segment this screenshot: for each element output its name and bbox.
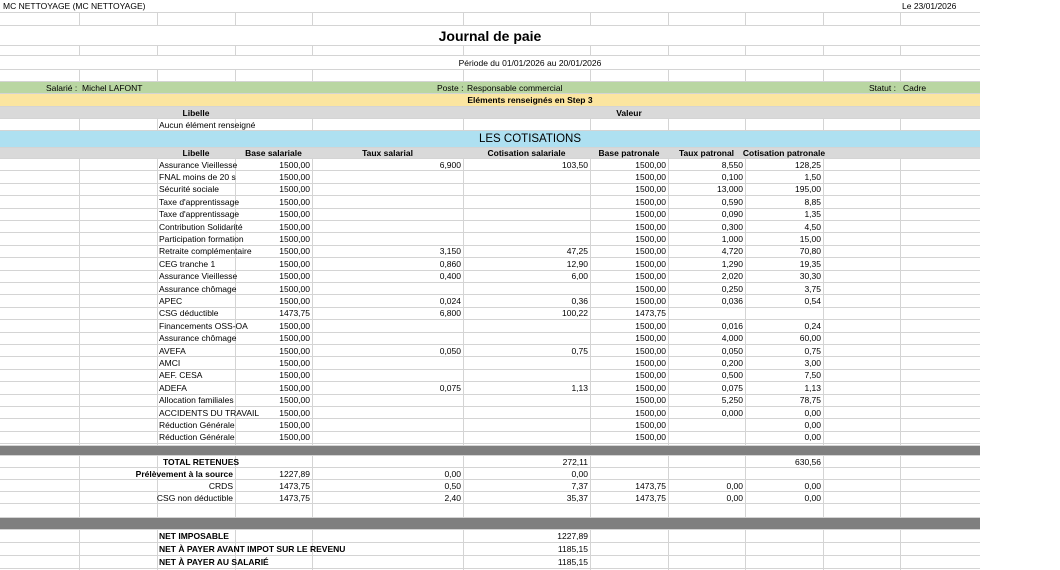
- row-taux-salarial: [312, 333, 463, 344]
- row-base-patronale: 1500,00: [635, 333, 666, 344]
- row-cotisation-patronale: 0,00: [804, 432, 821, 443]
- row-base-salariale: 1500,00: [279, 184, 310, 195]
- row-libelle: Sécurité sociale: [159, 184, 220, 195]
- row-taux-salarial: [312, 370, 463, 381]
- row-taux-salarial: [312, 196, 463, 207]
- cotisations-band: [0, 131, 980, 148]
- net-imposable-row: [0, 530, 980, 543]
- row-base-patronale: 1500,00: [635, 196, 666, 207]
- step3-col-libelle: Libelle: [182, 107, 210, 118]
- period-text: Période du 01/01/2026 au 20/01/2026: [458, 57, 602, 68]
- row-cotisation-patronale: [745, 308, 823, 319]
- row-cotisation-salariale: [463, 395, 590, 406]
- row-libelle: AEF. CESA: [159, 370, 203, 381]
- row-base-patronale: 1500,00: [635, 221, 666, 232]
- row-cotisation-patronale: 128,25: [795, 159, 821, 170]
- table-row: [0, 357, 980, 369]
- row-taux-salarial: 0,050: [439, 345, 461, 356]
- row-libelle: CEG tranche 1: [159, 258, 216, 269]
- row-base-salariale: 1500,00: [279, 172, 310, 183]
- csg-nd-cot-sal: 35,37: [566, 492, 588, 503]
- row-taux-patronal: 0,590: [721, 196, 743, 207]
- row-base-salariale: 1500,00: [279, 320, 310, 331]
- row-base-salariale: 1500,00: [279, 395, 310, 406]
- row-cotisation-patronale: 4,50: [804, 221, 821, 232]
- table-row: [0, 233, 980, 245]
- table-row: [0, 407, 980, 419]
- row-taux-salarial: [312, 221, 463, 232]
- row-base-salariale: 1500,00: [279, 196, 310, 207]
- row-libelle: FNAL moins de 20 s: [159, 172, 236, 183]
- spacer-row: [0, 504, 980, 518]
- row-cotisation-patronale: 195,00: [795, 184, 821, 195]
- col-base-patronale: Base patronale: [598, 148, 660, 158]
- col-taux-salarial: Taux salarial: [362, 148, 413, 158]
- row-taux-patronal: 0,300: [721, 221, 743, 232]
- table-row: [0, 295, 980, 307]
- crds-cot-sal: 7,37: [571, 480, 588, 491]
- row-base-patronale: 1500,00: [635, 395, 666, 406]
- row-cotisation-salariale: 103,50: [562, 159, 588, 170]
- row-cotisation-salariale: 0,36: [571, 296, 588, 307]
- row-cotisation-salariale: [463, 333, 590, 344]
- row-base-patronale: 1500,00: [635, 184, 666, 195]
- row-cotisation-patronale: 70,80: [799, 246, 821, 257]
- row-base-patronale: 1500,00: [635, 382, 666, 393]
- net-avant-impot-value: 1185,15: [557, 544, 588, 554]
- row-taux-patronal: 0,000: [721, 407, 743, 418]
- cotisations-header: [0, 148, 980, 159]
- crds-base-pat: 1473,75: [635, 480, 666, 491]
- table-row: [0, 271, 980, 283]
- row-taux-patronal: 5,250: [721, 395, 743, 406]
- row-libelle: Taxe d'apprentissage: [159, 196, 240, 207]
- row-taux-salarial: 0,860: [439, 258, 461, 269]
- row-libelle: ACCIDENTS DU TRAVAIL: [159, 407, 260, 418]
- table-row: [0, 209, 980, 221]
- row-taux-salarial: 0,075: [439, 382, 461, 393]
- csg-nd-cot-pat: 0,00: [804, 492, 821, 503]
- row-taux-patronal: [668, 432, 745, 443]
- page-title: Journal de paie: [438, 27, 542, 44]
- employee-band: [0, 82, 980, 94]
- crds-row: [0, 480, 980, 492]
- row-taux-patronal: 4,720: [721, 246, 743, 257]
- row-libelle: Allocation familiales: [159, 395, 234, 406]
- statut-label: Statut :: [869, 82, 896, 93]
- row-libelle: Participation formation: [159, 234, 244, 245]
- row-base-salariale: 1500,00: [279, 345, 310, 356]
- net-avant-impot-row: [0, 543, 980, 556]
- row-taux-patronal: 4,000: [721, 333, 743, 344]
- row-base-patronale: 1500,00: [635, 432, 666, 443]
- csg-nd-base-pat: 1473,75: [635, 492, 666, 503]
- table-row: [0, 184, 980, 196]
- separator-band: [0, 518, 980, 530]
- row-taux-patronal: 2,020: [721, 271, 743, 282]
- table-row: [0, 320, 980, 332]
- col-libelle: Libelle: [182, 148, 210, 158]
- row-taux-patronal: [668, 419, 745, 430]
- row-libelle: AMCI: [159, 358, 181, 369]
- title-row: [0, 26, 980, 46]
- row-base-salariale: 1500,00: [279, 234, 310, 245]
- table-row: [0, 221, 980, 233]
- row-cotisation-salariale: [463, 171, 590, 182]
- row-base-patronale: 1500,00: [635, 246, 666, 257]
- row-base-salariale: 1500,00: [279, 370, 310, 381]
- col-base-salariale: Base salariale: [245, 148, 302, 158]
- row-taux-salarial: [312, 407, 463, 418]
- row-cotisation-salariale: [463, 432, 590, 443]
- row-cotisation-patronale: 8,85: [804, 196, 821, 207]
- row-cotisation-patronale: 0,24: [804, 320, 821, 331]
- csg-nd-row: [0, 492, 980, 504]
- row-cotisation-salariale: [463, 407, 590, 418]
- row-taux-patronal: 0,075: [721, 382, 743, 393]
- net-imposable-value: 1227,89: [557, 531, 588, 541]
- row-base-patronale: 1500,00: [635, 209, 666, 220]
- row-cotisation-patronale: 30,30: [799, 271, 821, 282]
- row-cotisation-patronale: 1,50: [804, 172, 821, 183]
- row-cotisation-patronale: 3,00: [804, 358, 821, 369]
- col-cotisation-salariale: Cotisation salariale: [487, 148, 566, 158]
- row-taux-salarial: [312, 171, 463, 182]
- row-cotisation-salariale: [463, 283, 590, 294]
- table-row: [0, 432, 980, 444]
- table-row: [0, 382, 980, 394]
- row-base-patronale: 1473,75: [635, 308, 666, 319]
- table-row: [0, 419, 980, 431]
- row-libelle: APEC: [159, 296, 183, 307]
- company-name: MC NETTOYAGE (MC NETTOYAGE): [3, 1, 146, 11]
- table-row: [0, 283, 980, 295]
- prelevement-cot-sal: 0,00: [571, 468, 588, 479]
- row-taux-patronal: 0,250: [721, 283, 743, 294]
- row-base-patronale: 1500,00: [635, 234, 666, 245]
- row-base-salariale: 1500,00: [279, 432, 310, 443]
- crds-label: CRDS: [208, 480, 233, 491]
- report-date: Le 23/01/2026: [902, 1, 957, 11]
- row-libelle: Assurance Vieillesse: [159, 159, 238, 170]
- total-retenues-cot-sal: 272,11: [562, 456, 588, 467]
- row-taux-salarial: [312, 432, 463, 443]
- table-row: [0, 345, 980, 357]
- row-libelle: Financements OSS-OA: [159, 320, 248, 331]
- row-taux-patronal: 1,000: [721, 234, 743, 245]
- period-row: [0, 56, 980, 70]
- row-libelle: CSG déductible: [159, 308, 219, 319]
- row-cotisation-salariale: [463, 209, 590, 220]
- col-cotisation-patronale: Cotisation patronale: [742, 148, 826, 158]
- step3-empty-row: [0, 119, 980, 131]
- row-cotisation-patronale: 60,00: [799, 333, 821, 344]
- row-taux-patronal: 0,050: [721, 345, 743, 356]
- row-libelle: Taxe d'apprentissage: [159, 209, 240, 220]
- row-taux-patronal: 0,036: [721, 296, 743, 307]
- separator-band: [0, 446, 980, 456]
- table-row: [0, 395, 980, 407]
- row-base-salariale: 1500,00: [279, 246, 310, 257]
- csg-nd-taux-sal: 2,40: [444, 492, 461, 503]
- statut-value: Cadre: [903, 82, 927, 93]
- row-base-salariale: 1500,00: [279, 271, 310, 282]
- net-avant-impot-label: NET À PAYER AVANT IMPOT SUR LE REVENU: [159, 544, 346, 554]
- row-cotisation-salariale: 47,25: [566, 246, 588, 257]
- row-taux-salarial: [312, 283, 463, 294]
- row-cotisation-salariale: [463, 184, 590, 195]
- row-taux-patronal: 0,090: [721, 209, 743, 220]
- row-taux-patronal: 0,100: [721, 172, 743, 183]
- table-row: [0, 308, 980, 320]
- row-cotisation-salariale: [463, 370, 590, 381]
- crds-cot-pat: 0,00: [804, 480, 821, 491]
- row-cotisation-patronale: 7,50: [804, 370, 821, 381]
- row-cotisation-salariale: 12,90: [566, 258, 588, 269]
- row-libelle: ADEFA: [159, 382, 187, 393]
- row-base-salariale: 1500,00: [279, 333, 310, 344]
- net-salarie-row: [0, 556, 980, 569]
- total-retenues-label: TOTAL RETENUES: [163, 456, 240, 467]
- row-cotisation-patronale: 1,13: [804, 382, 821, 393]
- row-base-patronale: 1500,00: [635, 258, 666, 269]
- row-taux-patronal: 1,290: [721, 258, 743, 269]
- spacer-row: [0, 46, 980, 56]
- row-taux-patronal: 0,500: [721, 370, 743, 381]
- table-row: [0, 370, 980, 382]
- net-salarie-label: NET À PAYER AU SALARIÉ: [159, 557, 269, 567]
- row-taux-salarial: [312, 233, 463, 244]
- row-base-patronale: 1500,00: [635, 172, 666, 183]
- crds-base-sal: 1473,75: [279, 480, 310, 491]
- row-cotisation-patronale: 0,00: [804, 407, 821, 418]
- table-row: [0, 196, 980, 208]
- row-taux-salarial: 6,800: [439, 308, 461, 319]
- row-taux-salarial: [312, 320, 463, 331]
- row-cotisation-patronale: 0,00: [804, 420, 821, 431]
- row-taux-patronal: 8,550: [721, 159, 743, 170]
- row-taux-salarial: 6,900: [439, 159, 461, 170]
- row-taux-patronal: 13,000: [717, 184, 743, 195]
- csg-nd-taux-pat: 0,00: [726, 492, 743, 503]
- row-cotisation-patronale: 0,75: [804, 345, 821, 356]
- row-base-salariale: 1500,00: [279, 420, 310, 431]
- row-libelle: Contribution Solidarité: [159, 221, 243, 232]
- cotisations-title: LES COTISATIONS: [478, 133, 582, 145]
- row-libelle: Réduction Générale: [159, 432, 235, 443]
- table-row: [0, 171, 980, 183]
- row-cotisation-patronale: 15,00: [799, 234, 821, 245]
- prelevement-base-sal: 1227,89: [279, 468, 310, 479]
- row-base-patronale: 1500,00: [635, 159, 666, 170]
- row-base-salariale: 1500,00: [279, 258, 310, 269]
- row-cotisation-salariale: [463, 419, 590, 430]
- row-base-salariale: 1500,00: [279, 221, 310, 232]
- row-taux-patronal: 0,016: [721, 320, 743, 331]
- row-cotisation-salariale: 1,13: [571, 382, 588, 393]
- row-taux-salarial: [312, 209, 463, 220]
- crds-taux-sal: 0,50: [444, 480, 461, 491]
- row-cotisation-patronale: 78,75: [799, 395, 821, 406]
- step3-header: [0, 107, 980, 119]
- spacer-row: [0, 13, 980, 26]
- row-libelle: Assurance chômage: [159, 333, 237, 344]
- row-base-patronale: 1500,00: [635, 296, 666, 307]
- row-cotisation-patronale: 3,75: [804, 283, 821, 294]
- row-base-salariale: 1500,00: [279, 358, 310, 369]
- csg-nd-label: CSG non déductible: [156, 492, 233, 503]
- row-libelle: Réduction Générale: [159, 420, 235, 431]
- crds-taux-pat: 0,00: [726, 480, 743, 491]
- row-cotisation-salariale: 0,75: [571, 345, 588, 356]
- row-taux-patronal: [668, 308, 745, 319]
- prelevement-row: [0, 468, 980, 480]
- row-taux-salarial: 0,024: [439, 296, 461, 307]
- total-retenues-row: [0, 456, 980, 468]
- row-base-salariale: 1500,00: [279, 159, 310, 170]
- salarie-name: Michel LAFONT: [82, 82, 143, 93]
- total-retenues-cot-pat: 630,56: [795, 456, 821, 467]
- row-base-patronale: 1500,00: [635, 407, 666, 418]
- step3-col-valeur: Valeur: [616, 107, 642, 118]
- header-row: [0, 0, 980, 13]
- row-cotisation-patronale: 0,54: [804, 296, 821, 307]
- row-base-salariale: 1500,00: [279, 382, 310, 393]
- row-base-patronale: 1500,00: [635, 283, 666, 294]
- table-row: [0, 246, 980, 258]
- poste-value: Responsable commercial: [467, 82, 563, 93]
- row-libelle: Assurance chômage: [159, 283, 237, 294]
- row-libelle: Retraite complémentaire: [159, 246, 252, 257]
- spacer-row: [0, 70, 980, 82]
- col-taux-patronal: Taux patronal: [678, 148, 735, 158]
- prelevement-taux-sal: 0,00: [444, 468, 461, 479]
- row-cotisation-patronale: 19,35: [799, 258, 821, 269]
- row-libelle: AVEFA: [159, 345, 186, 356]
- row-taux-salarial: 3,150: [439, 246, 461, 257]
- row-cotisation-salariale: [463, 357, 590, 368]
- row-base-patronale: 1500,00: [635, 358, 666, 369]
- poste-label: Poste :: [437, 82, 464, 93]
- row-base-salariale: 1473,75: [279, 308, 310, 319]
- row-taux-salarial: 0,400: [439, 271, 461, 282]
- row-base-salariale: 1500,00: [279, 283, 310, 294]
- row-base-patronale: 1500,00: [635, 271, 666, 282]
- row-taux-salarial: [312, 184, 463, 195]
- table-row: [0, 258, 980, 270]
- row-base-salariale: 1500,00: [279, 407, 310, 418]
- row-base-salariale: 1500,00: [279, 209, 310, 220]
- row-libelle: Assurance Vieillesse: [159, 271, 238, 282]
- row-base-patronale: 1500,00: [635, 345, 666, 356]
- row-cotisation-salariale: [463, 320, 590, 331]
- row-taux-salarial: [312, 357, 463, 368]
- row-base-patronale: 1500,00: [635, 370, 666, 381]
- salarie-label: Salarié :: [46, 82, 78, 93]
- row-cotisation-salariale: [463, 196, 590, 207]
- net-imposable-label: NET IMPOSABLE: [159, 531, 229, 541]
- row-cotisation-salariale: 6,00: [571, 271, 588, 282]
- step3-title: Eléments renseignés en Step 3: [467, 95, 593, 105]
- row-cotisation-salariale: 100,22: [562, 308, 588, 319]
- row-base-salariale: 1500,00: [279, 296, 310, 307]
- row-cotisation-salariale: [463, 233, 590, 244]
- table-row: [0, 159, 980, 171]
- row-base-patronale: 1500,00: [635, 320, 666, 331]
- net-salarie-value: 1185,15: [557, 557, 588, 567]
- csg-nd-base-sal: 1473,75: [279, 492, 310, 503]
- row-cotisation-salariale: [463, 221, 590, 232]
- prelevement-label: Prélèvement à la source: [135, 468, 233, 479]
- step3-empty: Aucun élément renseigné: [159, 119, 256, 130]
- row-taux-patronal: 0,200: [721, 358, 743, 369]
- row-taux-salarial: [312, 395, 463, 406]
- row-cotisation-patronale: 1,35: [804, 209, 821, 220]
- row-taux-salarial: [312, 419, 463, 430]
- table-row: [0, 333, 980, 345]
- row-base-patronale: 1500,00: [635, 420, 666, 431]
- step3-band: [0, 94, 980, 107]
